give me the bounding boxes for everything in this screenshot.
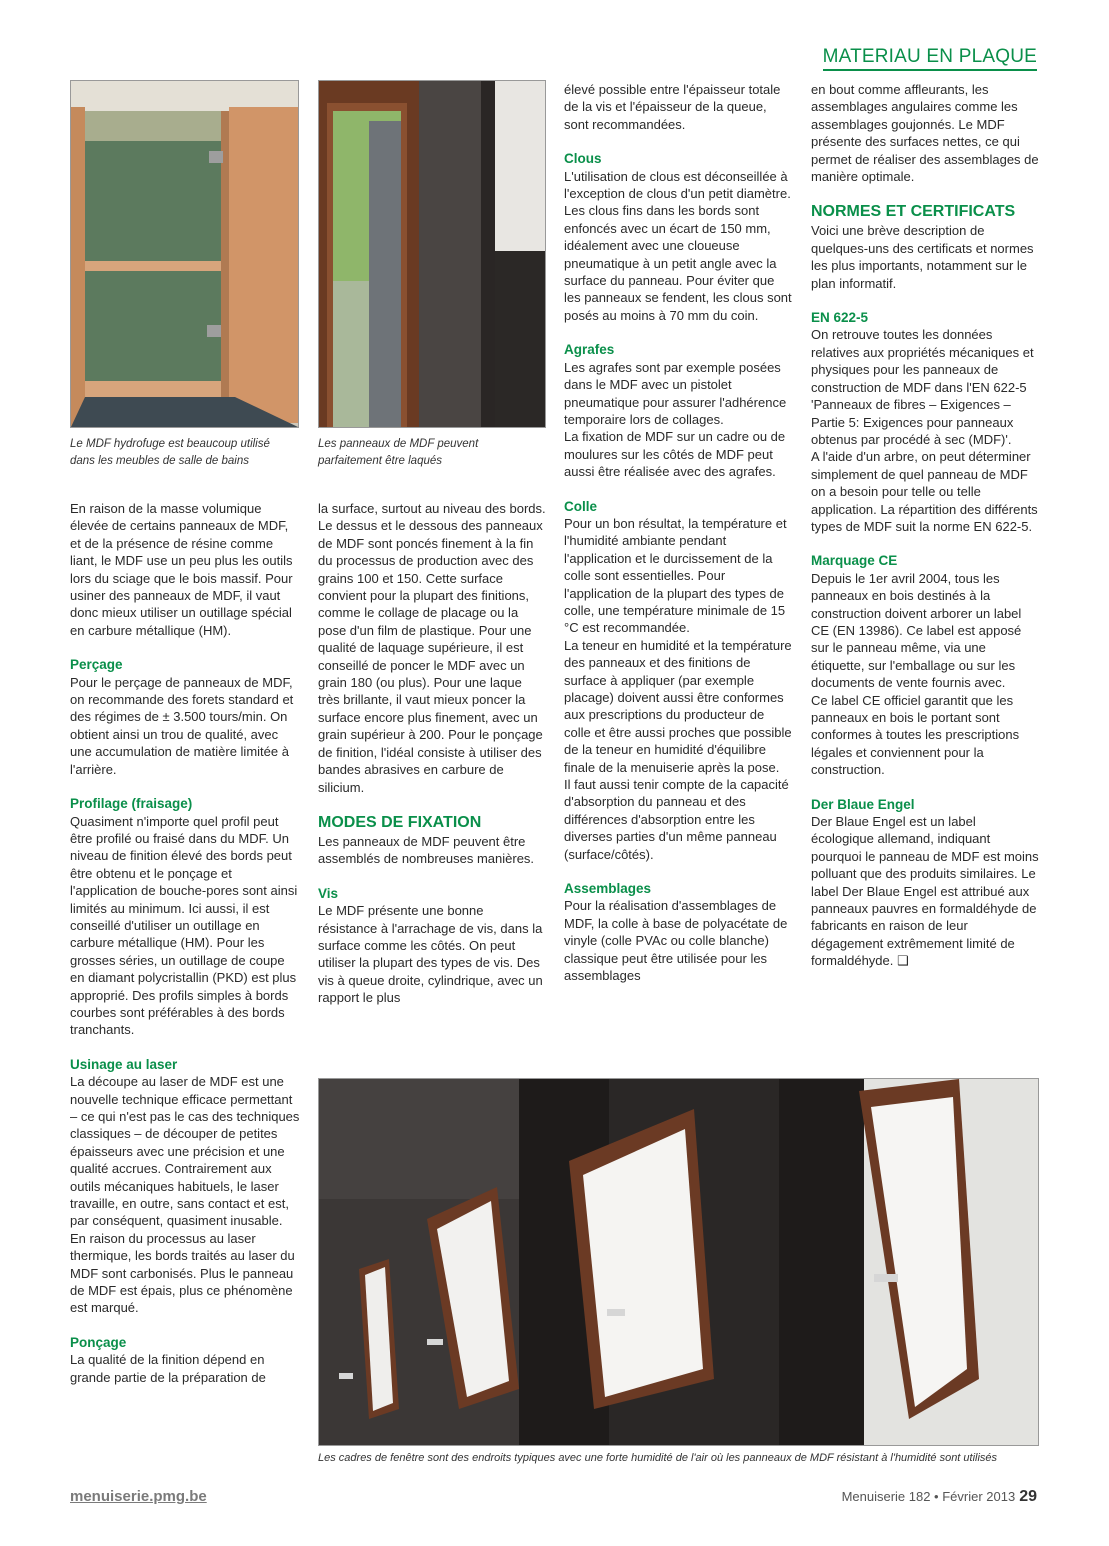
laser-text: La découpe au laser de MDF est une nouvelle technique efficace permettant – ce qui n'est pas le cas des techniques classiques – de découper de petites épaisseurs avec une précision et une qualité accrues. Contrairement aux outils mécaniques habituels, le laser travaille, en outre, sans contact et est, par conséquent, quasiment inusable. En raison du processus au laser thermique, les bords traités au laser du MDF sont carbonisés. Plus le panneau de MDF est épais, plus ce phénomène est marqué. — [70, 1074, 300, 1316]
col2-continuation: la surface, surtout au niveau des bords. Le dessus et le dessous des panneaux de MDF sont poncés finement à la fin du processus de production avec des grains 100 et 150. Cette surface convient pour la plupart des finitions, comme le collage de placage ou la pose d'un film de plastique. Pour une qualité de laquage supérieure, il est conseillé de poncer le MDF avec un grain 180 (ou plus). Pour une laque très brillante, il vaut mieux poncer la surface encore plus finement, avec un grain supérieur à 200. Pour le ponçage de finition, l'idéal consiste à utiliser des bandes abrasives en carbure de silicium. — [318, 501, 546, 795]
engel-paragraph — [811, 813, 1039, 970]
heading-laser: Usinage au laser — [70, 1056, 178, 1072]
heading-agrafes: Agrafes — [564, 342, 615, 358]
column-3 — [564, 81, 792, 985]
column-4 — [811, 81, 1039, 970]
poncage-text: La qualité de la finition dépend en grande partie de la préparation de — [70, 1352, 266, 1385]
col1-intro: En raison de la masse volumique élevée de certains panneaux de MDF, et de la présence de résine comme liant, le MDF use un peu plus les outils lors du sciage que le bois massif. Pour usiner des panneaux de MDF, il vaut donc mieux utiliser un outillage spécial en carbure métallique (HM). — [70, 501, 293, 638]
heading-colle: Colle — [564, 498, 598, 514]
door-caption: Les panneaux de MDF peuvent parfaitement être laqués — [318, 438, 479, 467]
percage-text: Pour le perçage de panneaux de MDF, on recommande des forets standard et des régimes de ± 3.500 tours/min. On obtient ainsi un trou de qualité, avec une accumulation de matière limitée à l'arrière. — [70, 674, 294, 777]
modes-text: Les panneaux de MDF peuvent être assemblés de nombreuses manières. — [318, 833, 535, 867]
door-photo — [318, 80, 546, 428]
issue-info: Menuiserie 182 • Février 2013 — [841, 1489, 1016, 1504]
agrafes-text-1: Les agrafes sont par exemple posées dans le MDF avec un pistolet pneumatique pour assurer l'adhérence temporaire lors de collages. — [564, 359, 787, 427]
section-label: MATERIAU EN PLAQUE — [823, 46, 1037, 71]
agrafes-text-2: La fixation de MDF sur un cadre ou de moulures sur les côtés de MDF peut aussi être réalisée avec des agrafes. — [564, 429, 786, 480]
vis-text: Le MDF présente une bonne résistance à l'arrachage de vis, dans la surface comme les côtés. On peut utiliser la plupart des types de vis. Des vis à queue droite, cylindrique, avec un rapport le plus — [318, 903, 543, 1006]
assemblages-text: Pour la réalisation d'assemblages de MDF, la colle à base de polyacétate de vinyle (colle PVAc ou colle blanche) classique peut être utilisée pour les assemblages — [564, 898, 788, 984]
footer-issue — [842, 1488, 1037, 1506]
ce-text-2: Ce label CE officiel garantit que les panneaux en bois le portant sont conformes à toutes les prescriptions légales et conviennent pour la construction. — [811, 692, 1020, 778]
heading-assemblages: Assemblages — [564, 881, 652, 897]
windows-photo — [318, 1078, 1039, 1446]
cabinet-photo — [70, 80, 299, 428]
ce-text-1: Depuis le 1er avril 2004, tous les panneaux en bois destinés à la construction doivent arborer un label CE (EN 13986). Ce label est apposé sur le panneau même, via une étiquette, sur l'emballage ou sur les documents de vente fournis avec. — [811, 570, 1022, 691]
column-2 — [318, 500, 546, 1007]
windows-caption: Les cadres de fenêtre sont des endroits typiques avec une forte humidité de l'air où les panneaux de MDF résistant à l'humidité sont utilisés — [318, 1452, 998, 1464]
col3-continuation: élevé possible entre l'épaisseur totale de la vis et l'épaisseur de la queue, sont recommandées. — [564, 82, 781, 132]
en-text-2: A l'aide d'un arbre, on peut déterminer simplement de quel panneau de MDF on a besoin pour telle ou telle application. La répartition des différents types de MDF suit la norme EN 622-5. — [811, 449, 1038, 534]
heading-modes-de-fixation: MODES DE FIXATION — [318, 813, 482, 831]
cabinet-caption: Le MDF hydrofuge est beaucoup utilisé dans les meubles de salle de bains — [70, 438, 270, 467]
heading-clous: Clous — [564, 151, 602, 167]
colle-text-2: La teneur en humidité et la température des panneaux et des finitions de surface à appliquer (par exemple placage) doivent aussi être conformes aux prescriptions du producteur de colle et être aussi proches que possible de la teneur en humidité d'équilibre finale de la menuiserie après la pose. — [564, 637, 792, 775]
engel-text: Der Blaue Engel est un label écologique allemand, indiquant pourquoi le panneau de MDF est moins polluant que des produits similaires. Le label Der Blaue Engel est attribué aux panneaux pauvres en formaldéhyde de fabricants en raison de leur dégagement extrêmement limité de formaldéhyde. — [811, 814, 1039, 969]
heading-normes-et-certificats: NORMES ET CERTIFICATS — [811, 203, 1016, 221]
clous-text: L'utilisation de clous est déconseillée à l'exception de clous d'un petit diamètre. Les clous fins dans les bords sont enfoncés avec un écart de 150 mm, idéalement avec une cloueuse pneumatique à un petit angle avec la surface du panneau. Pour éviter que les panneaux se fendent, les clous sont posés au moins à 70 mm du coin. — [564, 168, 792, 323]
heading-der-blaue-engel: Der Blaue Engel — [811, 796, 915, 812]
heading-en-622-5: EN 622-5 — [811, 310, 869, 326]
col4-continuation: en bout comme affleurants, les assemblages angulaires comme les assemblages goujonnés. Le MDF présente des surfaces nettes, ce qui permet de réaliser des assemblages de manière optimale. — [811, 82, 1039, 185]
page-number: 29 — [1019, 1488, 1037, 1505]
heading-percage: Perçage — [70, 657, 123, 673]
end-of-article-mark: ❑ — [897, 953, 909, 969]
website-link[interactable]: menuiserie.pmg.be — [70, 1488, 207, 1505]
colle-text-1: Pour un bon résultat, la température et l'humidité ambiante pendant l'application et le durcissement de la colle sont essentielles. Pour l'application de la plupart des types de colle, une température minimale de 15 °C est recommandée. — [564, 515, 787, 636]
column-1 — [70, 500, 300, 1386]
colle-text-3: Il faut aussi tenir compte de la capacité d'absorption du panneau et des différences d'absorption entre les diverses parties d'un même panneau (surface/côtés). — [564, 777, 789, 862]
normes-text: Voici une brève description de quelques-uns des certificats et normes les plus importants, notamment sur le plan informatif. — [811, 223, 1034, 291]
heading-marquage-ce: Marquage CE — [811, 553, 898, 569]
heading-poncage: Ponçage — [70, 1334, 127, 1350]
heading-profilage: Profilage (fraisage) — [70, 796, 193, 812]
windows-illustration — [319, 1079, 1038, 1445]
en-text-1: On retrouve toutes les données relatives aux propriétés mécaniques et physiques pour les panneaux de construction de MDF dans l'EN 622-5 'Panneaux de fibres – Exigences – Partie 5: Exigences pour panneaux obtenus par procédé à sec (MDF)'. — [811, 327, 1034, 447]
door-illustration — [319, 81, 545, 427]
heading-vis: Vis — [318, 885, 339, 901]
profilage-text: Quasiment n'importe quel profil peut être profilé ou fraisé dans du MDF. Un niveau de finition élevé des bords peut être obtenu et le ponçage et l'application de bouche-pores sont ainsi limités au minimum. Ici aussi, il est conseillé d'utiliser un outillage en carbure métallique (HM). Pour les grosses séries, un outillage de coupe en diamant polycristallin (PKD) est plus approprié. Des profils simples à bords courbes sont préférables à des bords tranchants. — [70, 813, 298, 1038]
cabinet-illustration — [71, 81, 298, 427]
